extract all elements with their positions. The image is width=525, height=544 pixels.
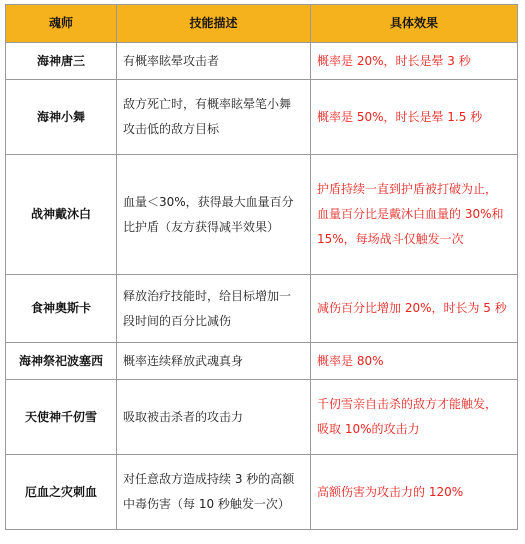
soul-master-name: 战神戴沐白 bbox=[6, 155, 117, 275]
table-row bbox=[6, 80, 518, 155]
effect-line: 概率是 80% bbox=[317, 353, 384, 368]
soul-master-name: 海神唐三 bbox=[6, 43, 117, 80]
description-line: 概率连续释放武魂真身 bbox=[123, 353, 244, 368]
effect-line: 千仞雪亲自击杀的敌方才能触发， bbox=[317, 397, 498, 411]
effect-line: 15%，每场战斗仅触发一次 bbox=[317, 232, 464, 246]
table-row bbox=[6, 455, 518, 530]
header-skill-description: 技能描述 bbox=[117, 5, 311, 43]
description-line: 对任意敌方造成持续 3 秒的高额 bbox=[123, 472, 295, 486]
description-line: 吸取被击杀者的攻击力 bbox=[123, 409, 244, 424]
soul-master-name: 海神小舞 bbox=[6, 80, 117, 155]
skill-effect bbox=[311, 343, 518, 380]
effect-line: 概率是 50%，时长是晕 1.5 秒 bbox=[317, 109, 483, 124]
skill-effect bbox=[311, 275, 518, 343]
skill-effect bbox=[311, 155, 518, 275]
effect-line: 血量百分比是戴沐白血量的 30%和 bbox=[317, 207, 504, 221]
skill-effect bbox=[311, 455, 518, 530]
skill-description bbox=[117, 275, 311, 343]
description-line: 有概率眩晕攻击者 bbox=[123, 53, 220, 68]
description-line: 释放治疗技能时，给目标增加一 bbox=[123, 288, 292, 303]
skill-description bbox=[117, 80, 311, 155]
description-line: 比护盾（友方获得减半效果） bbox=[123, 219, 280, 234]
description-line: 攻击低的敌方目标 bbox=[123, 122, 220, 136]
table-row bbox=[6, 380, 518, 455]
skill-effect bbox=[311, 380, 518, 455]
soul-master-name: 厄血之灾刺血 bbox=[6, 455, 117, 530]
header-effect: 具体效果 bbox=[311, 5, 518, 43]
effect-line: 概率是 20%，时长是晕 3 秒 bbox=[317, 53, 471, 68]
description-line: 中毒伤害（每 10 秒触发一次） bbox=[123, 497, 290, 511]
skill-description bbox=[117, 155, 311, 275]
skills-table bbox=[5, 4, 518, 530]
effect-line: 减伤百分比增加 20%，时长为 5 秒 bbox=[317, 301, 507, 315]
soul-master-name: 食神奥斯卡 bbox=[6, 275, 117, 343]
description-line: 血量＜30%，获得最大血量百分 bbox=[123, 194, 294, 209]
header-row bbox=[6, 5, 518, 43]
description-line: 段时间的百分比减伤 bbox=[123, 313, 232, 328]
table-row bbox=[6, 155, 518, 275]
soul-master-name: 天使神千仞雪 bbox=[6, 380, 117, 455]
description-line: 敌方死亡时，有概率眩晕笔小舞 bbox=[123, 97, 292, 111]
table-row bbox=[6, 43, 518, 80]
skill-effect bbox=[311, 80, 518, 155]
skill-description bbox=[117, 455, 311, 530]
skill-description bbox=[117, 380, 311, 455]
header-soul-master: 魂师 bbox=[6, 5, 117, 43]
table-row bbox=[6, 343, 518, 380]
effect-line: 吸取 10%的攻击力 bbox=[317, 422, 420, 436]
soul-master-name: 海神祭祀波塞西 bbox=[6, 343, 117, 380]
effect-line: 高额伤害为攻击力的 120% bbox=[317, 484, 464, 499]
table-row bbox=[6, 275, 518, 343]
effect-line: 护盾持续一直到护盾被打破为止， bbox=[317, 182, 498, 196]
skill-description bbox=[117, 43, 311, 80]
skill-effect bbox=[311, 43, 518, 80]
skill-description bbox=[117, 343, 311, 380]
